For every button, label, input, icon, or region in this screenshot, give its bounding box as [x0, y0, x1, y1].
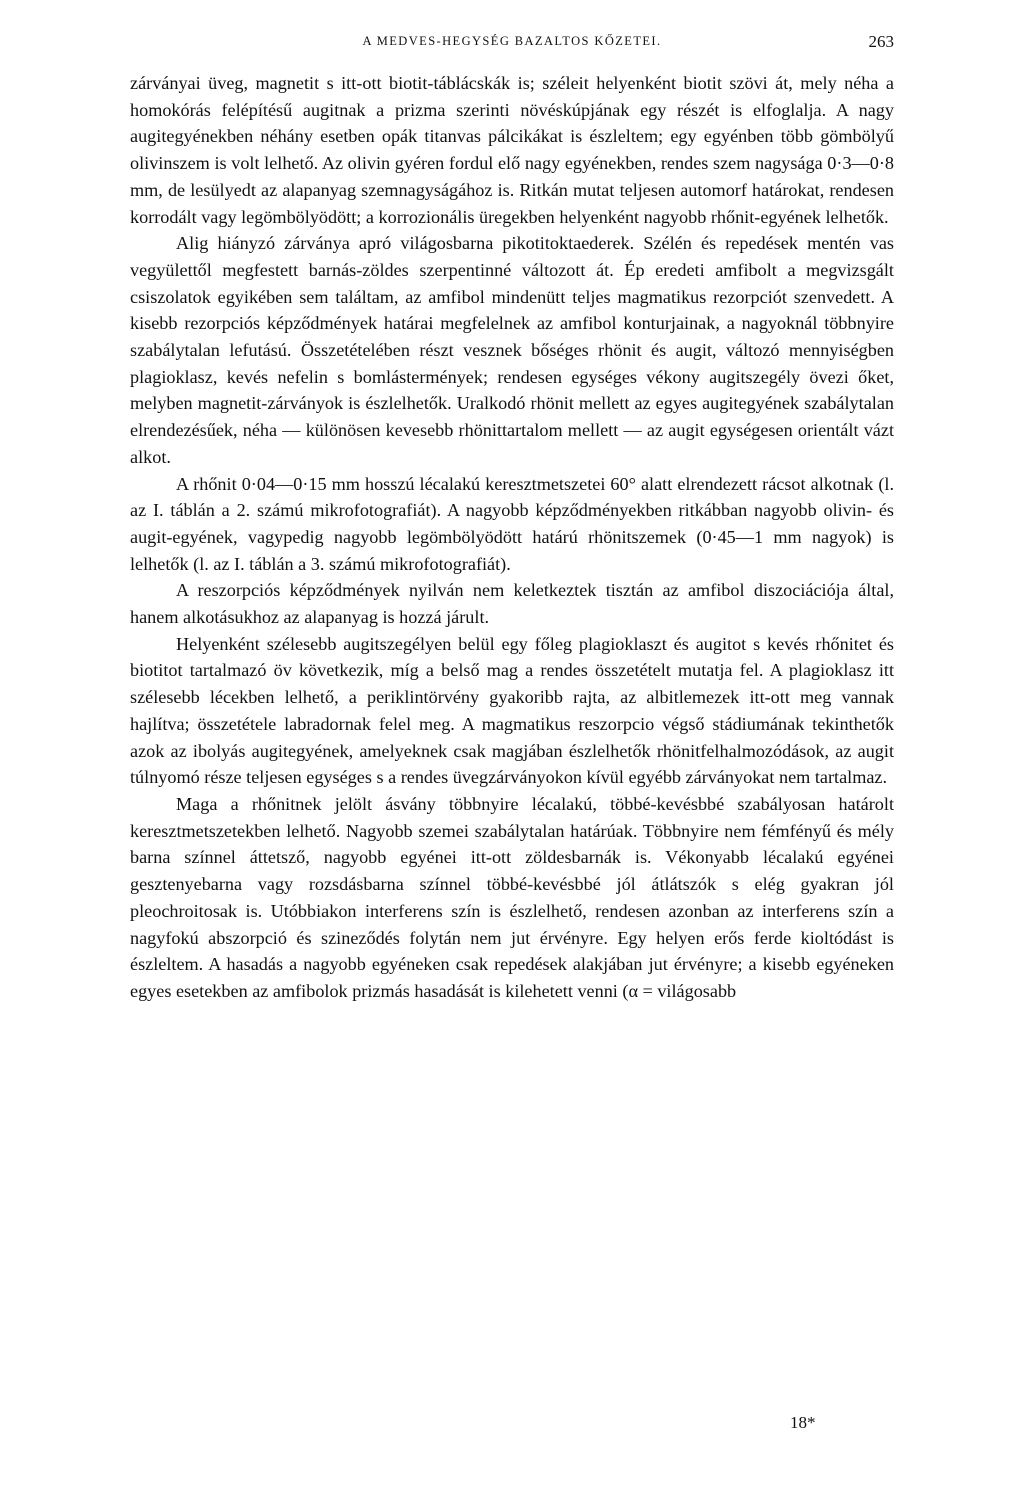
body-text [130, 70, 894, 1005]
paragraph-6: Maga a rhőnitnek jelölt ásvány többnyire lécalakú, többé-kevésbbé szabályosan határolt keresztmetszetekben lelhető. Nagyobb szemei szabálytalan határúak. Többnyire nem fémfényű és mély barna színnel áttetsző, nagyobb egyénei itt-ott zöldesbarnák is. Vékonyabb lécalakú egyénei gesztenyebarna vagy rozsdásbarna színnel többé-kevésbbé jól átlátszók s elég gyakran jól pleochroitosak is. Utóbbiakon interferens szín is észlelhető, rendesen azonban az interferens szín a nagyfokú abszorpció és szineződés folytán nem jut érvényre. Egy helyen erős ferde kioltódást is észleltem. A hasadás a nagyobb egyéneken csak repedések alakjában jut érvényre; a kisebb egyéneken egyes esetekben az amfibolok prizmás hasadását is kilehetett venni (α = világosabb [130, 793, 894, 1001]
signature-mark: 18* [790, 1413, 816, 1432]
paragraph-1: zárványai üveg, magnetit s itt-ott biotit-táblácskák is; széleit helyenként biotit szövi át, mely néha a homokórás felépítésű augitnak a prizma szerinti növéskúpjának egy részét is elfoglalja. A nagy augitegyénekben néhány esetben opák titanvas pálcikákat is észleltem; egy egyénben több gömbölyű olivinszem is volt lelhető. Az olivin gyéren fordul elő nagy egyénekben, rendes szem nagysága 0·3—0·8 mm, de lesülyedt az alapanyag szemnagyságához is. Ritkán mutat teljesen automorf határokat, rendesen korrodált vagy legömbölyödött; a korrozionális üregekben helyenként nagyobb rhőnit-egyének lelhetők. [130, 73, 894, 227]
page-number: 263 [868, 32, 894, 51]
paragraph-4: A reszorpciós képződmények nyilván nem keletkeztek tisztán az amfibol diszociációja által, hanem alkotásukhoz az alapanyag is hozzá járult. [130, 580, 894, 628]
paragraph-3: A rhőnit 0·04—0·15 mm hosszú lécalakú keresztmetszetei 60° alatt elrendezett rácsot alkotnak (l. az I. táblán a 2. számú mikrofotografiát). A nagyobb képződményekben ritkábban nagyobb olivin- és augit-egyének, vagypedig nagyobb legömbölyödött határú rhönitszemek (0·45—1 mm nagyok) is lelhetők (l. az I. táblán a 3. számú mikrofotografiát). [130, 473, 894, 574]
running-title: A MEDVES-HEGYSÉG BAZALTOS KŐZETEI. [362, 34, 662, 48]
running-head [130, 34, 894, 58]
paragraph-5: Helyenként szélesebb augitszegélyen belül egy főleg plagioklaszt és augitot s kevés rhőnitet és biotitot tartalmazó öv következik, míg a belső mag a rendes összetételt mutatja fel. A plagioklasz itt szélesebb lécekben lelhető, a periklintörvény gyakoribb rajta, az albitlemezek itt-ott meg vannak hajlítva; összetétele labradornak felel meg. A magmatikus reszorpcio végső stádiumának tekinthetők azok az ibolyás augitegyének, amelyeknek csak magjában észlelhetők rhönitfelhalmozódások, az augit túlnyomó része teljesen egységes s a rendes üvegzárványokon kívül egyébb zárványokat nem tartalmaz. [130, 633, 894, 788]
paragraph-2: Alig hiányzó zárványa apró világosbarna pikotitoktaederek. Szélén és repedések mentén vas vegyülettől megfestett barnás-zöldes szerpentinné változott át. Ép eredeti amfibolt a megvizsgált csiszolatok egyikében sem találtam, az amfibol mindenütt teljes magmatikus rezorpciót szenvedett. A kisebb rezorpciós képződmények határai megfelelnek az amfibol konturjainak, a nagyoknál többnyire szabálytalan lefutású. Összetételében részt vesznek bőséges rhönit és augit, változó mennyiségben plagioklasz, kevés nefelin s bomlástermények; rendesen egységes vékony augitszegély övezi őket, melyben magnetit-zárványok is észlelhetők. Uralkodó rhönit mellett az egyes augitegyének szabálytalan elrendezésűek, néha — különösen kevesebb rhönittartalom mellett — az augit egységesen orientált vázt alkot. [130, 233, 894, 467]
